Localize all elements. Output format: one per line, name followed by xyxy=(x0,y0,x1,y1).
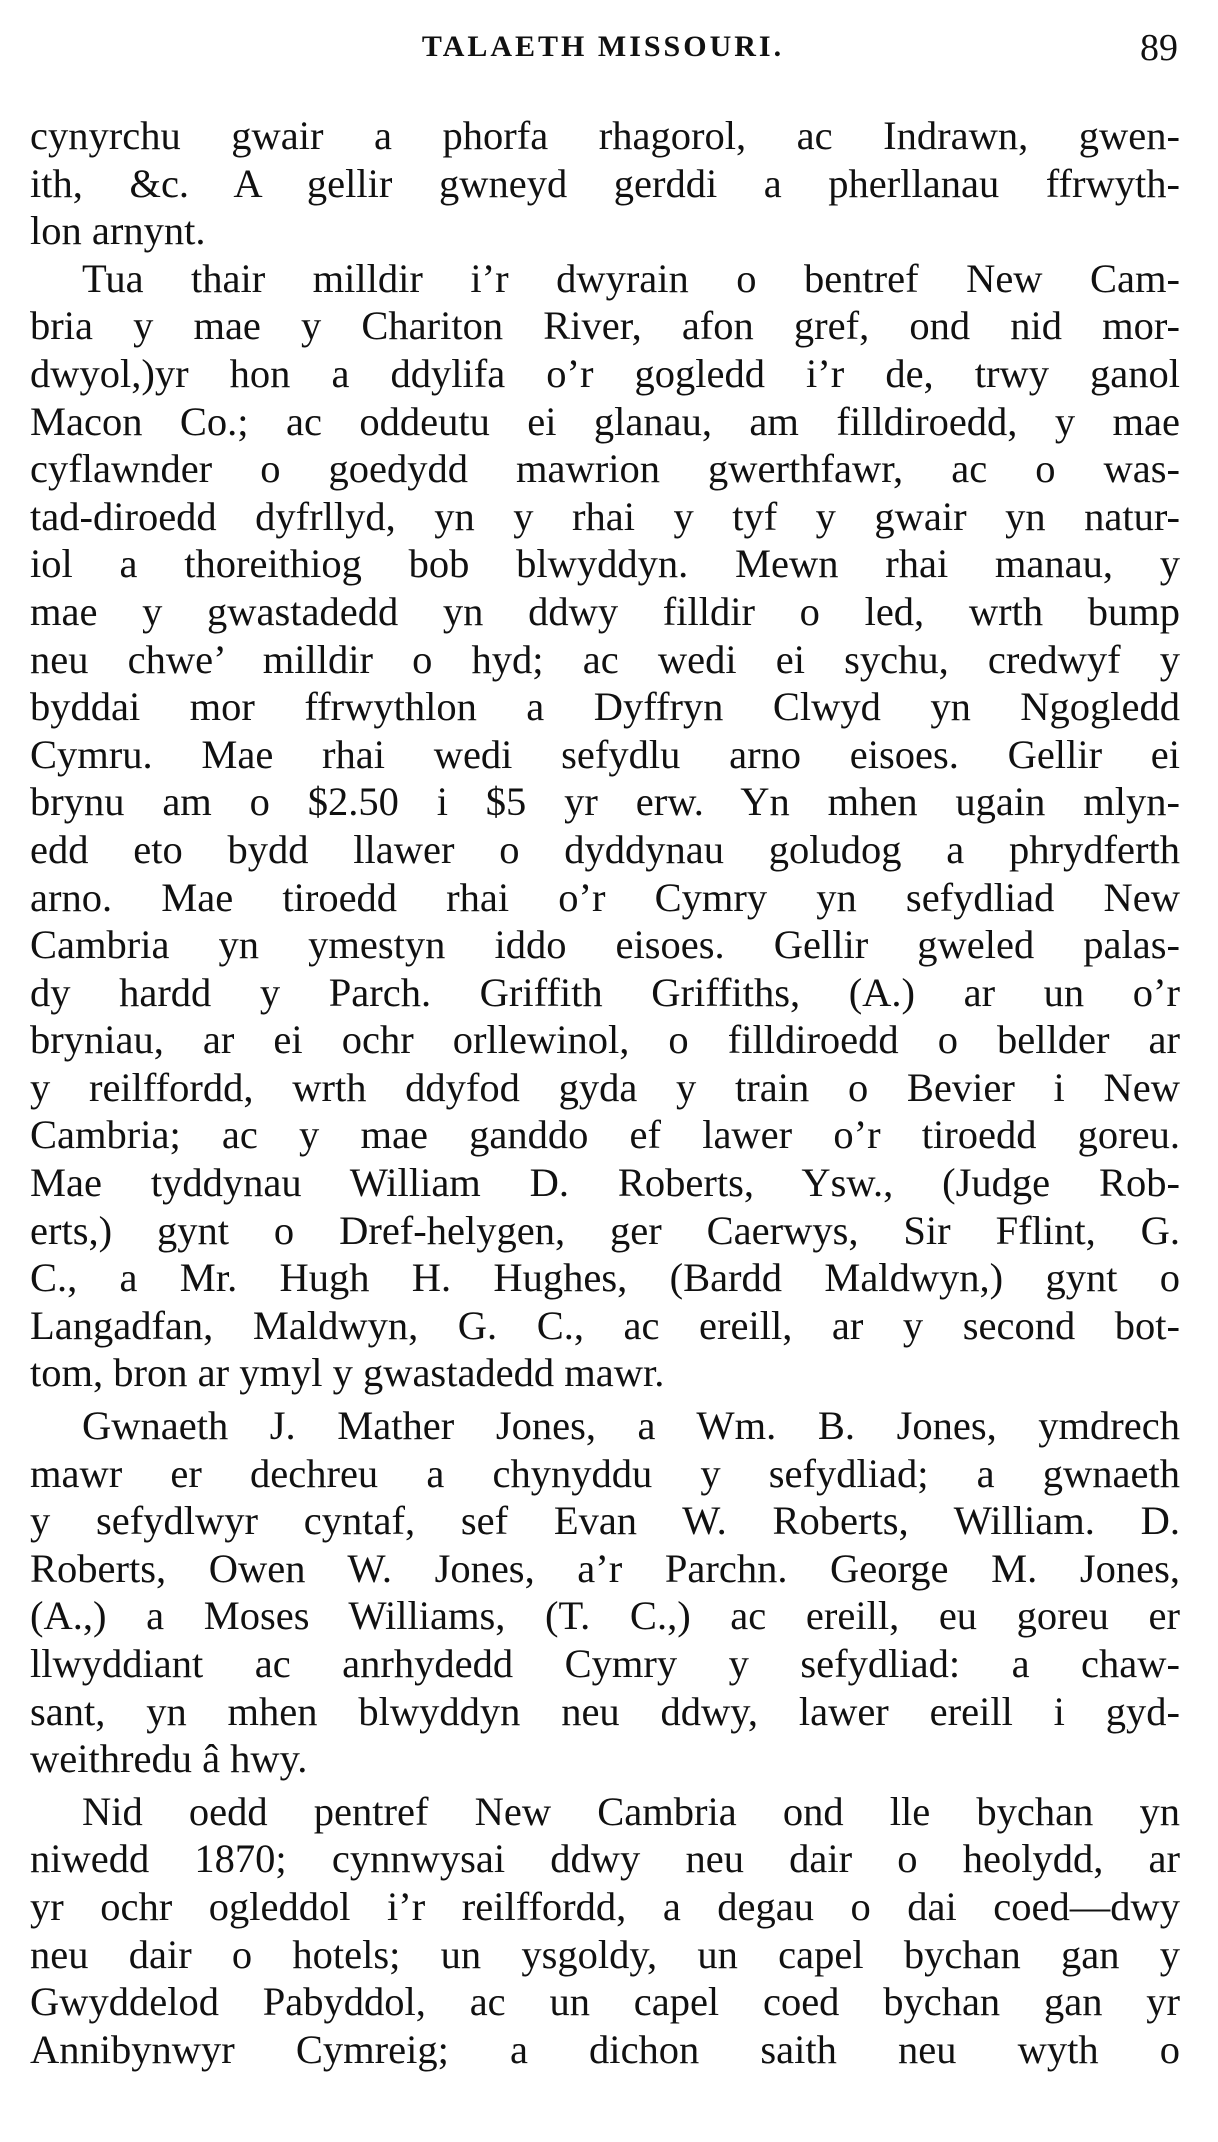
text-line: Cambria; ac y mae ganddo ef lawer o’r tiroedd goreu. xyxy=(30,1112,1180,1158)
text-line: dy hardd y Parch. Griffith Griffiths, (A.) ar un o’r xyxy=(30,969,1180,1015)
text-line: Mae tyddynau William D. Roberts, Ysw., (Judge Rob- xyxy=(30,1160,1180,1206)
paragraph-2 xyxy=(30,255,1180,1397)
running-title: TALAETH MISSOURI. xyxy=(421,30,785,63)
text-line: Gwnaeth J. Mather Jones, a Wm. B. Jones, ymdrech xyxy=(82,1403,1180,1449)
paragraph-3 xyxy=(30,1402,1180,1783)
text-line: C., a Mr. Hugh H. Hughes, (Bardd Maldwyn,) gynt o xyxy=(30,1255,1180,1301)
text-line: sant, yn mhen blwyddyn neu ddwy, lawer ereill i gyd- xyxy=(30,1688,1180,1734)
text-line: erts,) gynt o Dref-helygen, ger Caerwys, Sir Fflint, G. xyxy=(30,1207,1180,1253)
text-line: Tua thair milldir i’r dwyrain o bentref New Cam- xyxy=(82,255,1180,301)
page-number: 89 xyxy=(1140,27,1178,69)
paragraph-4 xyxy=(30,1788,1180,2074)
text-line: arno. Mae tiroedd rhai o’r Cymry yn sefydliad New xyxy=(30,874,1180,920)
text-line: llwyddiant ac anrhydedd Cymry y sefydliad: a chaw- xyxy=(30,1641,1180,1686)
text-line: bria y mae y Chariton River, afon gref, ond nid mor- xyxy=(30,303,1180,349)
body-text xyxy=(30,112,1180,2073)
text-line: Annibynwyr Cymreig; a dichon saith neu wyth o xyxy=(30,2026,1180,2072)
text-line: lon arnynt. xyxy=(30,208,206,254)
text-line: dwyol,)yr hon a ddylifa o’r gogledd i’r de, trwy ganol xyxy=(30,350,1180,396)
text-line: y reilffordd, wrth ddyfod gyda y train o Bevier i New xyxy=(30,1064,1180,1110)
text-line: Macon Co.; ac oddeutu ei glanau, am filldiroedd, y mae xyxy=(30,398,1180,444)
text-line: mae y gwastadedd yn ddwy filldir o led, wrth bump xyxy=(30,588,1180,634)
text-line: neu chwe’ milldir o hyd; ac wedi ei sychu, credwyf y xyxy=(30,636,1180,682)
text-line: tad-diroedd dyfrllyd, yn y rhai y tyf y gwair yn natur- xyxy=(30,493,1180,539)
text-line: Nid oedd pentref New Cambria ond lle bychan yn xyxy=(82,1788,1180,1834)
text-line: Langadfan, Maldwyn, G. C., ac ereill, ar y second bot- xyxy=(30,1302,1180,1348)
text-line: brynu am o $2.50 i $5 yr erw. Yn mhen ugain mlyn- xyxy=(30,779,1180,825)
text-line: ith, &c. A gellir gwneyd gerddi a pherllanau ffrwyth- xyxy=(30,160,1180,206)
text-line: weithredu â hwy. xyxy=(30,1736,308,1782)
running-header xyxy=(28,28,1178,72)
text-line: niwedd 1870; cynnwysai ddwy neu dair o heolydd, ar xyxy=(30,1836,1180,1882)
text-line: iol a thoreithiog bob blwyddyn. Mewn rhai manau, y xyxy=(30,541,1180,587)
text-line: neu dair o hotels; un ysgoldy, un capel bychan gan y xyxy=(30,1931,1180,1977)
text-line: (A.,) a Moses Williams, (T. C.,) ac ereill, eu goreu er xyxy=(30,1593,1180,1639)
text-line: Gwyddelod Pabyddol, ac un capel coed bychan gan yr xyxy=(30,1979,1180,2025)
text-line: bryniau, ar ei ochr orllewinol, o filldiroedd o bellder ar xyxy=(30,1017,1180,1063)
paragraph-1 xyxy=(30,112,1180,255)
text-line: byddai mor ffrwythlon a Dyffryn Clwyd yn Ngogledd xyxy=(30,684,1180,730)
text-line: tom, bron ar ymyl y gwastadedd mawr. xyxy=(30,1350,665,1396)
text-line: cyflawnder o goedydd mawrion gwerthfawr, ac o was- xyxy=(30,446,1180,492)
text-line: y sefydlwyr cyntaf, sef Evan W. Roberts, William. D. xyxy=(30,1498,1180,1544)
text-line: cynyrchu gwair a phorfa rhagorol, ac Indrawn, gwen- xyxy=(30,113,1180,158)
text-line: Cambria yn ymestyn iddo eisoes. Gellir gweled palas- xyxy=(30,922,1180,968)
text-line: edd eto bydd llawer o dyddynau goludog a phrydferth xyxy=(30,826,1180,872)
text-line: Roberts, Owen W. Jones, a’r Parchn. George M. Jones, xyxy=(30,1545,1180,1591)
text-line: mawr er dechreu a chynyddu y sefydliad; a gwnaeth xyxy=(30,1450,1180,1496)
text-line: Cymru. Mae rhai wedi sefydlu arno eisoes. Gellir ei xyxy=(30,731,1180,777)
text-line: yr ochr ogleddol i’r reilffordd, a degau o dai coed—dwy xyxy=(30,1883,1180,1929)
